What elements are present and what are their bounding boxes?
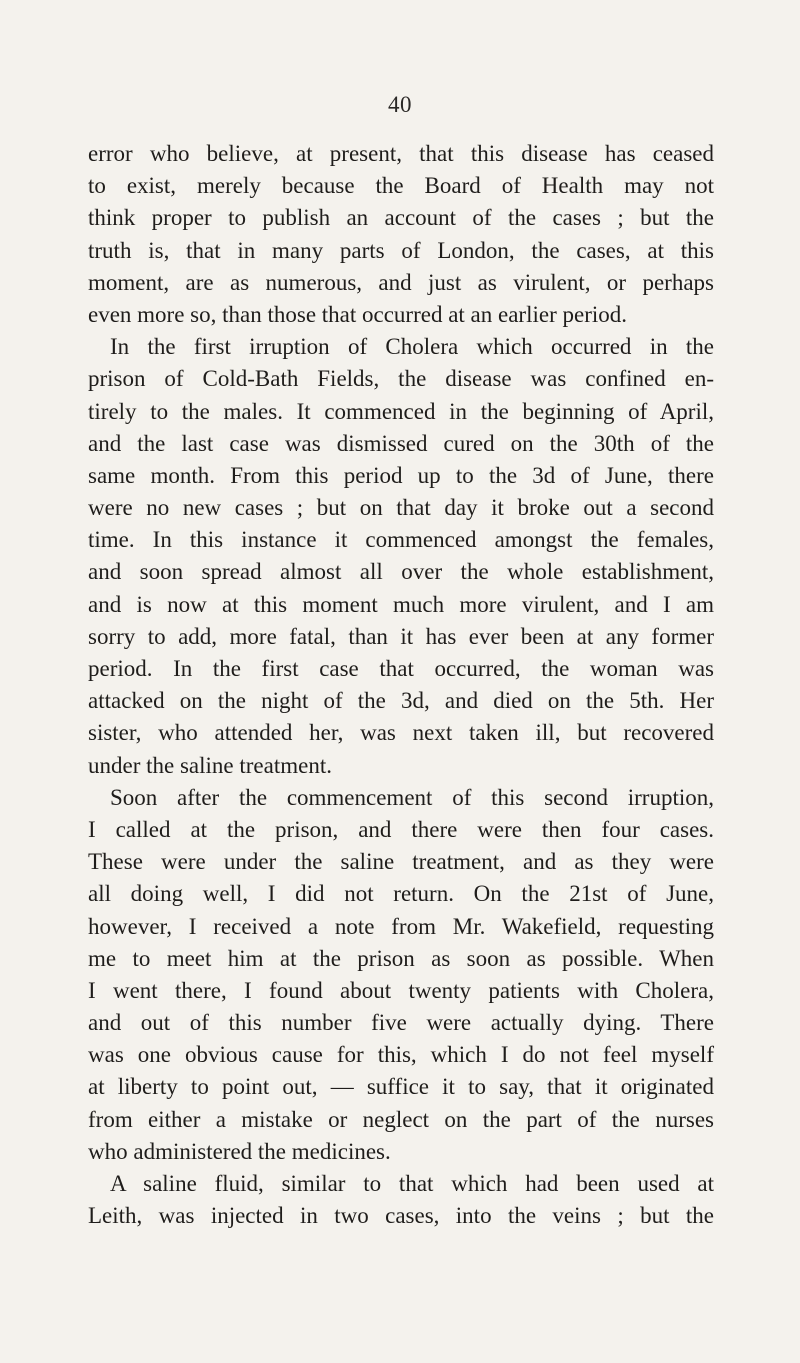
text-line: from either a mistake or neglect on the part of the nurses [88, 1106, 714, 1132]
text-line: who administered the medicines. [88, 1138, 391, 1164]
text-line: and soon spread almost all over the whole establishment, [88, 559, 714, 585]
text-line: A saline fluid, similar to that which had been used at [110, 1171, 714, 1196]
text-line: at liberty to point out, — suffice it to say, that it originated [88, 1074, 714, 1100]
text-line: moment, are as numerous, and just as virulent, or perhaps [88, 269, 714, 295]
text-line: These were under the saline treatment, and as they were [88, 849, 714, 875]
text-line: I called at the prison, and there were then four cases. [88, 816, 714, 842]
text-line: and out of this number five were actually dying. There [88, 1010, 714, 1036]
text-line: all doing well, I did not return. On the 21st of June, [88, 881, 714, 907]
text-line: sister, who attended her, was next taken ill, but recovered [88, 720, 714, 746]
text-line: were no new cases ; but on that day it broke out a second [88, 495, 714, 521]
text-line: under the saline treatment. [88, 752, 332, 778]
text-line: prison of Cold-Bath Fields, the disease was confined en- [88, 366, 714, 392]
text-line: me to meet him at the prison as soon as possible. When [88, 945, 714, 971]
text-line: Soon after the commencement of this second irruption, [110, 784, 714, 810]
text-line: time. In this instance it commenced amongst the females, [88, 527, 714, 553]
text-line: however, I received a note from Mr. Wakefield, requesting [88, 913, 714, 939]
text-line: period. In the first case that occurred, the woman was [88, 656, 714, 681]
text-line: I went there, I found about twenty patients with Cholera, [88, 977, 714, 1003]
page-number: 40 [388, 92, 412, 117]
body-text [88, 138, 714, 1232]
text-line: tirely to the males. It commenced in the beginning of April, [88, 398, 714, 424]
text-line: error who believe, at present, that this disease has ceased [88, 141, 714, 166]
text-line: Leith, was injected in two cases, into the veins ; but the [88, 1203, 714, 1229]
text-line: and is now at this moment much more virulent, and I am [88, 591, 714, 617]
text-line: think proper to publish an account of the cases ; but the [88, 205, 714, 231]
text-line: In the first irruption of Cholera which occurred in the [110, 334, 714, 360]
text-line: sorry to add, more fatal, than it has ever been at any former [88, 623, 714, 649]
text-line: even more so, than those that occurred at an earlier period. [88, 301, 627, 327]
text-line: attacked on the night of the 3d, and died on the 5th. Her [88, 688, 714, 714]
text-line: truth is, that in many parts of London, the cases, at this [88, 237, 714, 263]
text-line: and the last case was dismissed cured on the 30th of the [88, 430, 714, 456]
text-line: was one obvious cause for this, which I do not feel myself [88, 1042, 714, 1068]
text-line: to exist, merely because the Board of Health may not [88, 173, 714, 199]
text-line: same month. From this period up to the 3d of June, there [88, 462, 714, 488]
